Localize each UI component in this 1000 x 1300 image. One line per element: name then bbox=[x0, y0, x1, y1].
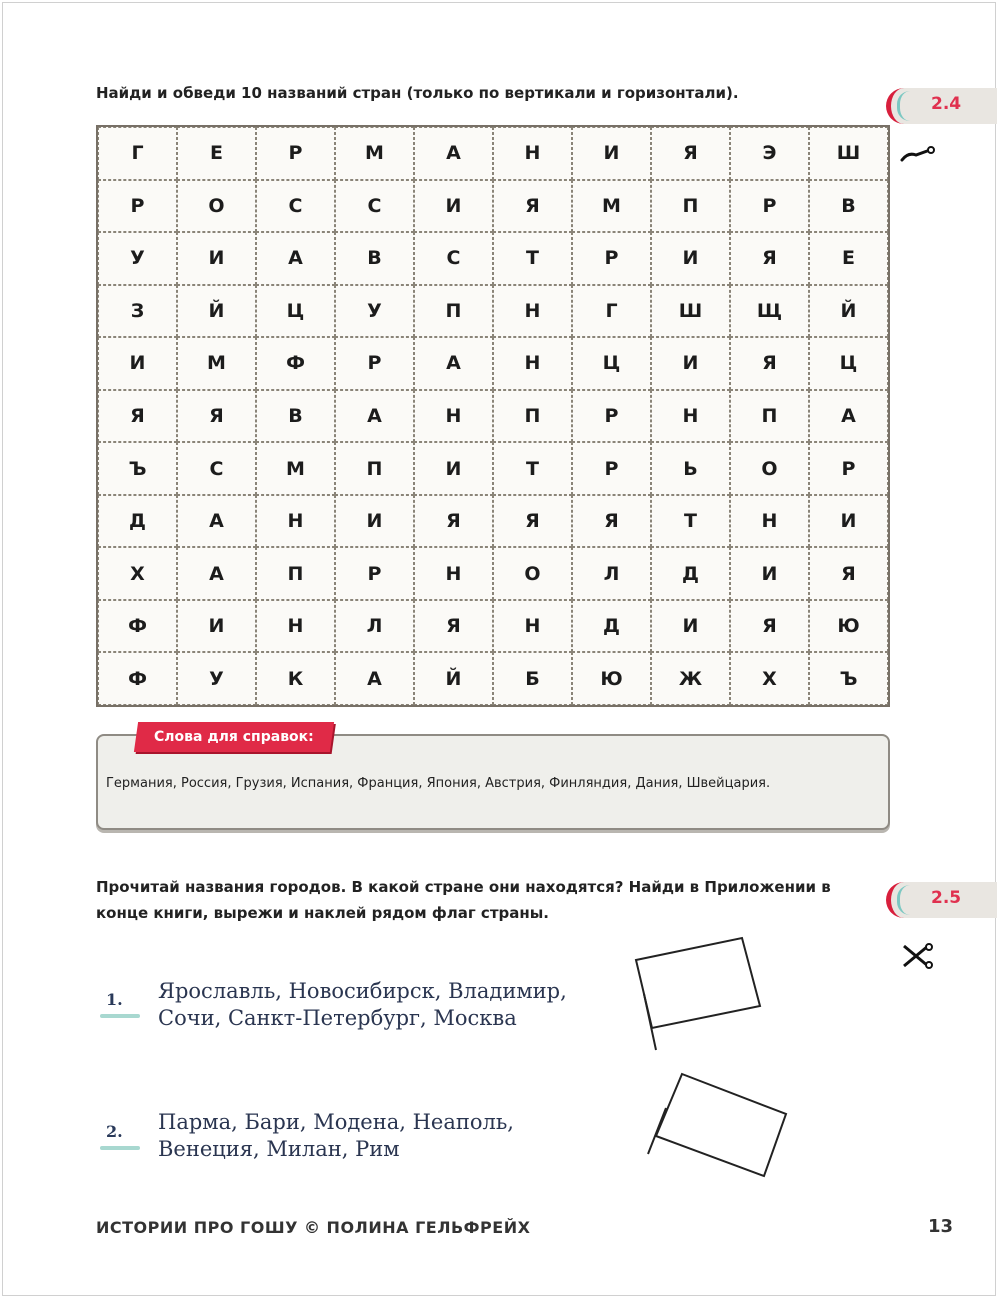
grid-cell[interactable]: И bbox=[651, 232, 730, 285]
item-number-label-1: 1. bbox=[106, 990, 123, 1009]
grid-cell[interactable]: А bbox=[414, 127, 493, 180]
grid-cell[interactable]: Е bbox=[809, 232, 888, 285]
grid-cell[interactable]: У bbox=[98, 232, 177, 285]
grid-cell[interactable]: Ъ bbox=[809, 652, 888, 705]
grid-cell[interactable]: А bbox=[414, 337, 493, 390]
grid-cell[interactable]: Й bbox=[177, 285, 256, 338]
grid-cell[interactable]: В bbox=[809, 180, 888, 233]
grid-cell[interactable]: И bbox=[414, 442, 493, 495]
grid-cell[interactable]: Л bbox=[335, 600, 414, 653]
grid-cell[interactable]: Щ bbox=[730, 285, 809, 338]
grid-cell[interactable]: Е bbox=[177, 127, 256, 180]
grid-cell[interactable]: С bbox=[177, 442, 256, 495]
grid-cell[interactable]: Т bbox=[493, 442, 572, 495]
grid-cell[interactable]: Ю bbox=[572, 652, 651, 705]
grid-cell[interactable]: Н bbox=[493, 127, 572, 180]
grid-cell[interactable]: М bbox=[256, 442, 335, 495]
grid-cell[interactable]: Р bbox=[809, 442, 888, 495]
grid-cell[interactable]: Я bbox=[651, 127, 730, 180]
grid-cell[interactable]: Г bbox=[98, 127, 177, 180]
grid-cell[interactable]: Т bbox=[493, 232, 572, 285]
task-number-1: 2.4 bbox=[931, 94, 962, 114]
grid-cell[interactable]: М bbox=[572, 180, 651, 233]
task-instruction-1: Найди и обведи 10 названий стран (только по вертикали и горизонтали). bbox=[96, 84, 739, 102]
grid-cell[interactable]: Ъ bbox=[98, 442, 177, 495]
grid-cell[interactable]: Я bbox=[414, 495, 493, 548]
grid-cell[interactable]: В bbox=[256, 390, 335, 443]
grid-cell[interactable]: Ц bbox=[572, 337, 651, 390]
flag-placeholder-2 bbox=[636, 1060, 796, 1190]
grid-cell[interactable]: Ф bbox=[98, 652, 177, 705]
grid-cell[interactable]: Я bbox=[730, 600, 809, 653]
grid-cell[interactable]: Я bbox=[98, 390, 177, 443]
grid-cell[interactable]: Р bbox=[98, 180, 177, 233]
item-number-label-2: 2. bbox=[106, 1122, 123, 1141]
grid-cell[interactable]: Я bbox=[730, 232, 809, 285]
footer-credit: ИСТОРИИ ПРО ГОШУ © ПОЛИНА ГЕЛЬФРЕЙХ bbox=[96, 1218, 531, 1237]
word-search-grid bbox=[96, 125, 890, 707]
grid-cell[interactable]: С bbox=[335, 180, 414, 233]
grid-cell[interactable]: Ш bbox=[809, 127, 888, 180]
grid-cell[interactable]: И bbox=[730, 547, 809, 600]
grid-cell[interactable]: И bbox=[572, 127, 651, 180]
grid-cell[interactable]: И bbox=[809, 495, 888, 548]
grid-cell[interactable]: П bbox=[651, 180, 730, 233]
grid-cell[interactable]: Н bbox=[256, 600, 335, 653]
reference-words: Германия, Россия, Грузия, Испания, Франция, Япония, Австрия, Финляндия, Дания, Швейцария. bbox=[106, 776, 771, 791]
grid-cell[interactable]: Р bbox=[335, 337, 414, 390]
grid-cell[interactable]: П bbox=[335, 442, 414, 495]
grid-cell[interactable]: Р bbox=[335, 547, 414, 600]
grid-cell[interactable]: Н bbox=[256, 495, 335, 548]
city-list-2: Парма, Бари, Модена, Неаполь, Венеция, Милан, Рим bbox=[158, 1110, 514, 1161]
grid-cell[interactable]: Х bbox=[98, 547, 177, 600]
item-number-1 bbox=[100, 986, 144, 1022]
grid-cell[interactable]: О bbox=[493, 547, 572, 600]
grid-cell[interactable]: Н bbox=[651, 390, 730, 443]
grid-cell[interactable]: И bbox=[651, 337, 730, 390]
flag-placeholder-1 bbox=[620, 930, 780, 1060]
grid-cell[interactable]: И bbox=[335, 495, 414, 548]
grid-cell[interactable]: Д bbox=[651, 547, 730, 600]
item-number-2 bbox=[100, 1118, 144, 1154]
grid-cell[interactable]: Я bbox=[177, 390, 256, 443]
grid-cell[interactable]: М bbox=[177, 337, 256, 390]
grid-cell[interactable]: Я bbox=[414, 600, 493, 653]
grid-cell[interactable]: А bbox=[256, 232, 335, 285]
grid-cell[interactable]: Н bbox=[493, 285, 572, 338]
grid-cell[interactable]: И bbox=[98, 337, 177, 390]
grid-cell[interactable]: Ц bbox=[256, 285, 335, 338]
grid-cell[interactable]: Д bbox=[572, 600, 651, 653]
grid-cell[interactable]: И bbox=[177, 232, 256, 285]
grid-cell[interactable]: П bbox=[730, 390, 809, 443]
grid-cell[interactable]: Б bbox=[493, 652, 572, 705]
grid-cell[interactable]: Н bbox=[414, 390, 493, 443]
pencil-icon bbox=[898, 138, 938, 168]
task-badge-1 bbox=[886, 88, 997, 124]
grid-cell[interactable]: Ш bbox=[651, 285, 730, 338]
grid-cell[interactable]: Ж bbox=[651, 652, 730, 705]
grid-cell[interactable]: Я bbox=[809, 547, 888, 600]
grid-cell[interactable]: Й bbox=[809, 285, 888, 338]
grid-cell[interactable]: З bbox=[98, 285, 177, 338]
grid-cell[interactable]: Р bbox=[572, 390, 651, 443]
grid-cell[interactable]: Н bbox=[414, 547, 493, 600]
grid-cell[interactable]: Х bbox=[730, 652, 809, 705]
grid-cell[interactable]: Я bbox=[730, 337, 809, 390]
grid-cell[interactable]: С bbox=[414, 232, 493, 285]
grid-cell[interactable]: Л bbox=[572, 547, 651, 600]
city-list-1: Ярославль, Новосибирск, Владимир, Сочи, Санкт-Петербург, Москва bbox=[158, 979, 567, 1030]
grid-cell[interactable]: Д bbox=[98, 495, 177, 548]
grid-cell[interactable]: Р bbox=[572, 442, 651, 495]
page-number: 13 bbox=[928, 1216, 954, 1237]
task-badge-2 bbox=[886, 882, 997, 918]
reference-ribbon bbox=[134, 722, 334, 752]
grid-cell[interactable]: Ц bbox=[809, 337, 888, 390]
scissors-icon bbox=[898, 938, 938, 974]
grid-cell[interactable]: И bbox=[414, 180, 493, 233]
grid-cell[interactable]: С bbox=[256, 180, 335, 233]
grid-cell[interactable]: А bbox=[335, 652, 414, 705]
task-instruction-2: Прочитай названия городов. В какой стране они находятся? Найди в Приложении в конце книги, вырежи и наклей рядом флаг страны. bbox=[96, 878, 831, 922]
grid-cell[interactable]: А bbox=[177, 547, 256, 600]
grid-cell[interactable]: В bbox=[335, 232, 414, 285]
grid-cell[interactable]: П bbox=[256, 547, 335, 600]
grid-cell[interactable]: О bbox=[177, 180, 256, 233]
grid-cell[interactable]: Г bbox=[572, 285, 651, 338]
grid-cell[interactable]: У bbox=[177, 652, 256, 705]
reference-title: Слова для справок: bbox=[154, 729, 314, 745]
grid-cell[interactable]: К bbox=[256, 652, 335, 705]
grid-cell[interactable]: Э bbox=[730, 127, 809, 180]
task-number-2: 2.5 bbox=[931, 888, 962, 908]
grid-cell[interactable]: П bbox=[493, 390, 572, 443]
grid-cell[interactable]: И bbox=[177, 600, 256, 653]
grid-cell[interactable]: М bbox=[335, 127, 414, 180]
grid-cell[interactable]: А bbox=[809, 390, 888, 443]
grid-cell[interactable]: О bbox=[730, 442, 809, 495]
grid-cell[interactable]: Н bbox=[493, 337, 572, 390]
grid-cell[interactable]: А bbox=[177, 495, 256, 548]
grid-cell[interactable]: Я bbox=[493, 495, 572, 548]
grid-cell[interactable]: П bbox=[414, 285, 493, 338]
grid-cell[interactable]: И bbox=[651, 600, 730, 653]
grid-cell[interactable]: Ф bbox=[98, 600, 177, 653]
grid-cell[interactable]: Ь bbox=[651, 442, 730, 495]
grid-cell[interactable]: Т bbox=[651, 495, 730, 548]
grid-cell[interactable]: А bbox=[335, 390, 414, 443]
grid-cell[interactable]: Р bbox=[730, 180, 809, 233]
grid-cell[interactable]: Ю bbox=[809, 600, 888, 653]
grid-cell[interactable]: Я bbox=[493, 180, 572, 233]
grid-cell[interactable]: Й bbox=[414, 652, 493, 705]
grid-cell[interactable]: Ф bbox=[256, 337, 335, 390]
grid-cell[interactable]: Р bbox=[256, 127, 335, 180]
grid-cell[interactable]: Р bbox=[572, 232, 651, 285]
grid-cell[interactable]: Н bbox=[493, 600, 572, 653]
grid-cell[interactable]: Н bbox=[730, 495, 809, 548]
grid-cell[interactable]: У bbox=[335, 285, 414, 338]
grid-cell[interactable]: Я bbox=[572, 495, 651, 548]
